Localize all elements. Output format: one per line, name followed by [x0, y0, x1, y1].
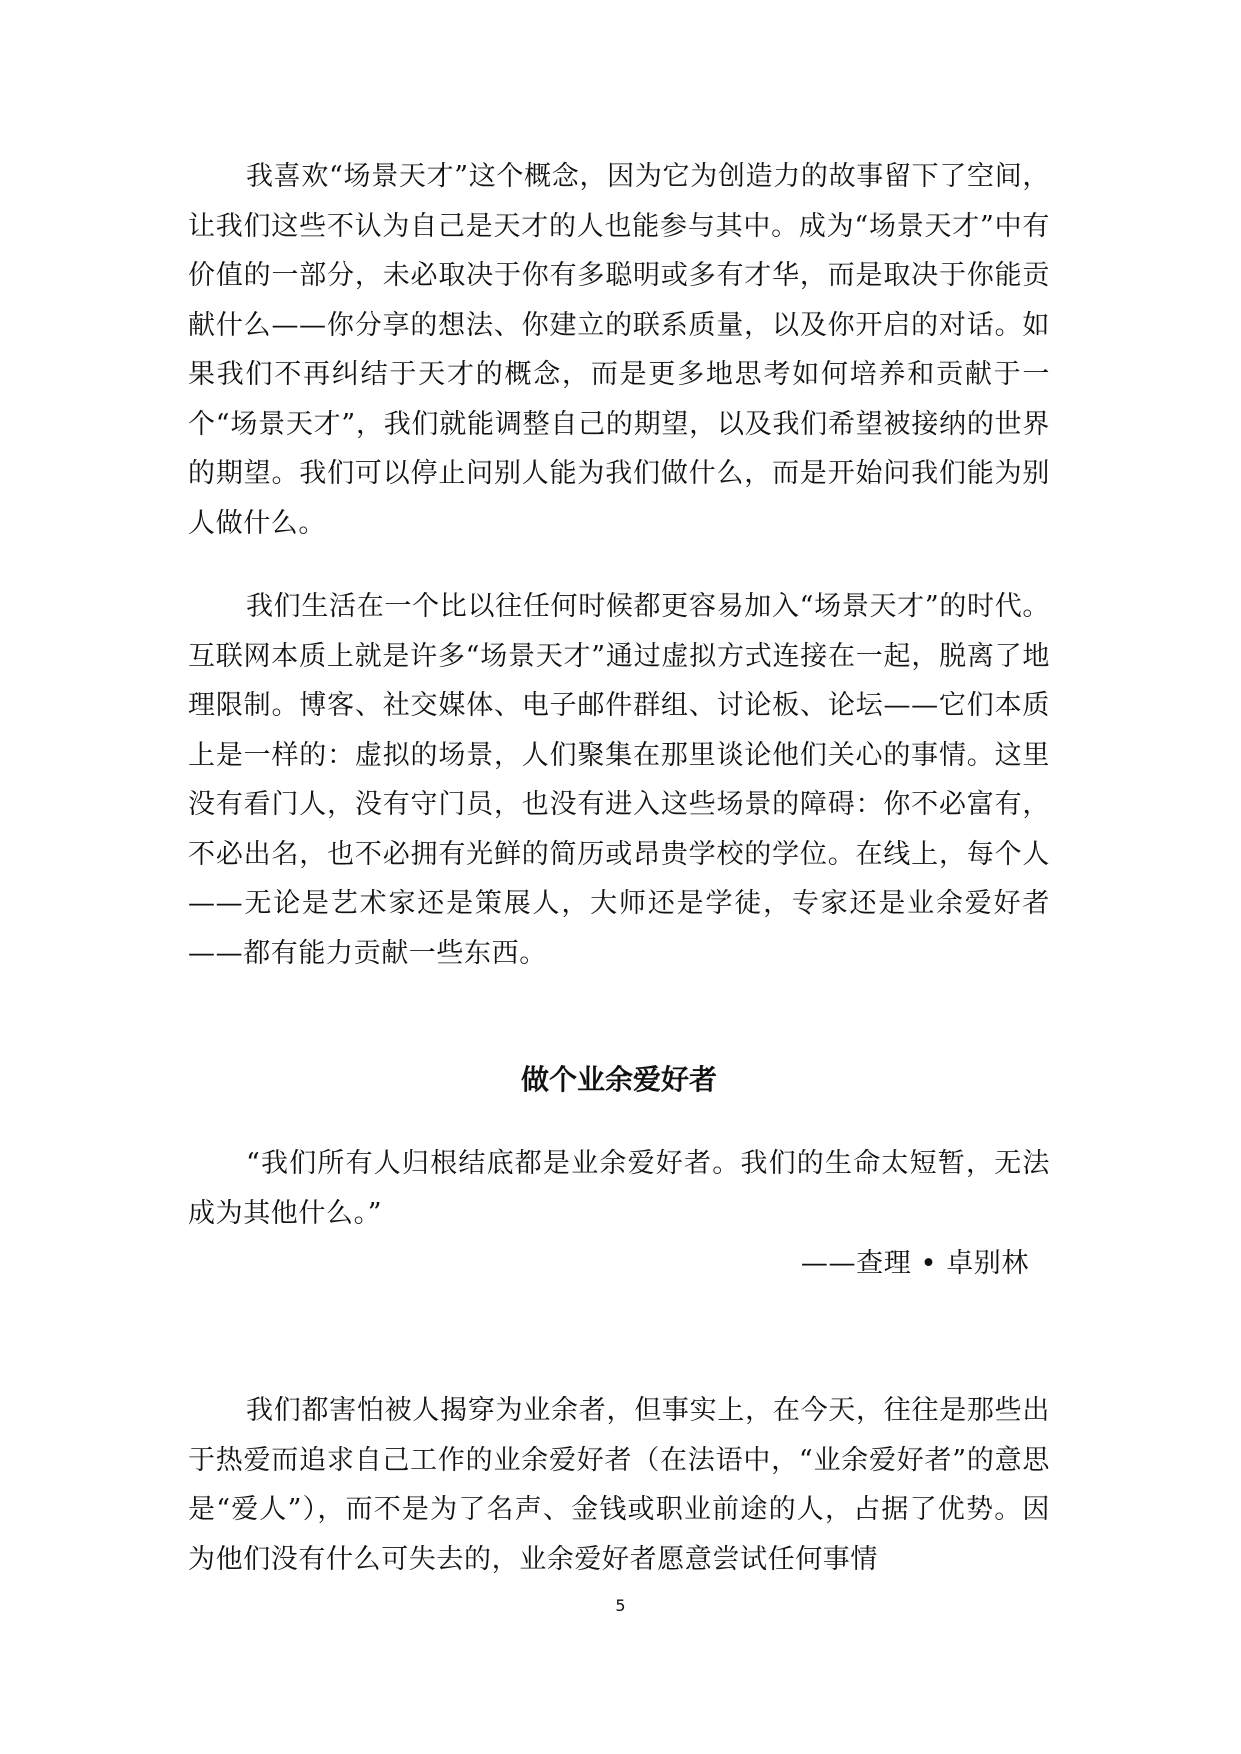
body-paragraph: 我们都害怕被人揭穿为业余者，但事实上，在今天，往往是那些出于热爱而追求自己工作的业余爱好者（在法语中，“业余爱好者”的意思是“爱人”），而不是为了名声、金钱或职业前途的人，占据了优势。因为他们没有什么可失去的，业余爱好者愿意尝试任何事情	[188, 1395, 1050, 1575]
body-paragraph: 我们生活在一个比以往任何时候都更容易加入“场景天才”的时代。互联网本质上就是许多“场景天才”通过虚拟方式连接在一起，脱离了地理限制。博客、社交媒体、电子邮件群组、讨论板、论坛——它们本质上是一样的：虚拟的场景，人们聚集在那里谈论他们关心的事情。这里没有看门人，没有守门员，也没有进入这些场景的障碍：你不必富有，不必出名，也不必拥有光鲜的简历或昂贵学校的学位。在线上，每个人——无论是艺术家还是策展人，大师还是学徒，专家还是业余爱好者——都有能力贡献一些东西。	[188, 591, 1050, 969]
body-paragraph: 我喜欢“场景天才”这个概念，因为它为创造力的故事留下了空间，让我们这些不认为自己是天才的人也能参与其中。成为“场景天才”中有价值的一部分，未必取决于你有多聪明或多有才华，而是取决于你能贡献什么——你分享的想法、你建立的联系质量，以及你开启的对话。如果我们不再纠结于天才的概念，而是更多地思考如何培养和贡献于一个“场景天才”，我们就能调整自己的期望，以及我们希望被接纳的世界的期望。我们可以停止问别人能为我们做什么，而是开始问我们能为别人做什么。	[188, 161, 1050, 539]
section-heading: 做个业余爱好者	[520, 1063, 717, 1096]
quote-attribution: ——查理 • 卓别林	[800, 1248, 1029, 1279]
epigraph-quote: “我们所有人归根结底都是业余爱好者。我们的生命太短暂，无法成为其他什么。”	[188, 1148, 1050, 1229]
page-number: 5	[615, 1596, 626, 1615]
